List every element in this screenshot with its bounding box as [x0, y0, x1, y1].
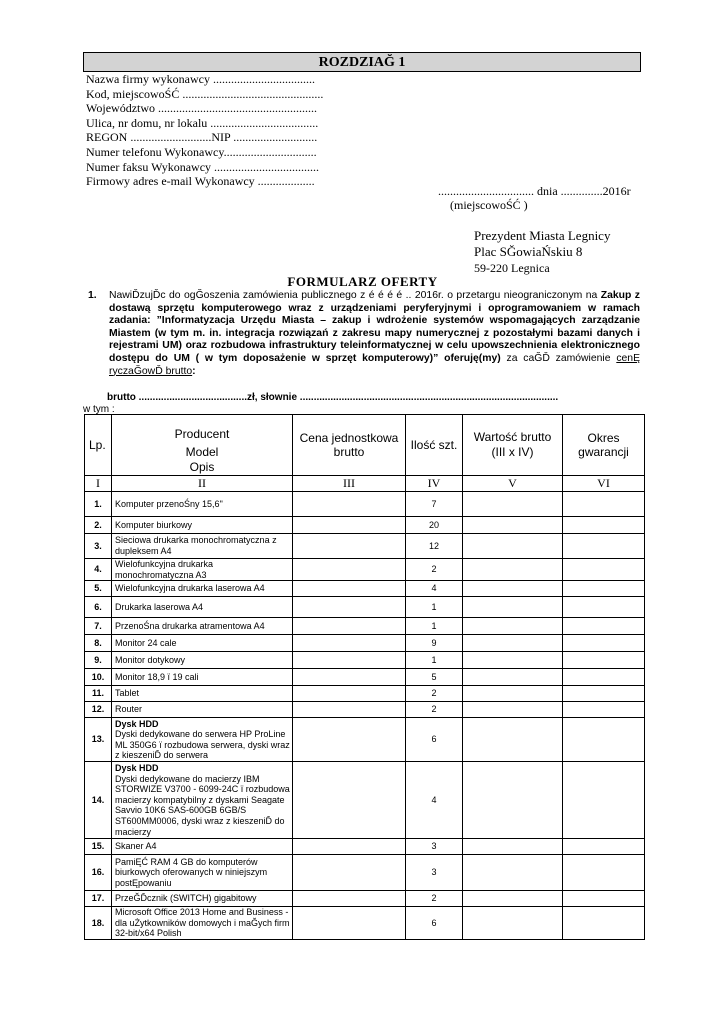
row-lp: 9.	[85, 652, 112, 669]
row-total-value-input[interactable]	[463, 635, 563, 652]
row-description	[112, 517, 293, 534]
row-quantity: 2	[406, 702, 463, 718]
row-unit-price-input[interactable]	[293, 839, 406, 855]
row-total-value-input[interactable]	[463, 581, 563, 597]
row-unit-price-input[interactable]	[293, 618, 406, 635]
row-total-value-input[interactable]	[463, 559, 563, 581]
table-row	[85, 559, 645, 581]
header-okres: Okres gwarancji	[563, 415, 645, 476]
row-quantity: 2	[406, 686, 463, 702]
row-quantity: 2	[406, 891, 463, 907]
row-warranty-input[interactable]	[563, 839, 645, 855]
row-total-value-input[interactable]	[463, 907, 563, 940]
row-unit-price-input[interactable]	[293, 669, 406, 686]
header-wartosc-label: Wartość brutto	[473, 430, 552, 444]
row-warranty-input[interactable]	[563, 597, 645, 618]
row-item-text: Tablet	[115, 688, 140, 699]
row-unit-price-input[interactable]	[293, 762, 406, 839]
row-total-value-input[interactable]	[463, 839, 563, 855]
table-row	[85, 702, 645, 718]
row-lp: 1.	[85, 492, 112, 517]
row-unit-price-input[interactable]	[293, 702, 406, 718]
paragraph-colon: :	[192, 365, 196, 377]
row-warranty-input[interactable]	[563, 718, 645, 762]
row-item-text: Monitor 18,9 ï 19 cali	[115, 671, 199, 682]
row-description	[112, 702, 293, 718]
voivodeship-field: Województwo .....................................................	[86, 101, 318, 116]
fax-field: Numer faksu Wykonawcy ...................................	[86, 159, 320, 174]
row-warranty-input[interactable]	[563, 907, 645, 940]
header-ilosc: Ilość szt.	[406, 415, 463, 476]
row-lp: 7.	[85, 618, 112, 635]
row-lp: 4.	[85, 559, 112, 581]
paragraph-price-type: cenĘ ryczaĞowĎ brutto	[109, 352, 640, 377]
row-quantity: 9	[406, 635, 463, 652]
header-producent-label: Producent	[174, 427, 230, 441]
roman-cell: V	[463, 476, 563, 492]
row-quantity: 3	[406, 839, 463, 855]
paragraph-bold: Zakup z dostawą sprzętu komputerowego wraz z urządzeniami peryferyjnymi i oprogramowaniem w ramach zadania: ”Informatyzacja Urzędu Miasta – zakup i wdrożenie systemów wspomagających zarządzanie Miastem (w tym m. in. integracja rozwiązań z zakresu mapy numerycznej z pozostałymi bazami danych i rejestrami UM) oraz rozbudowa infrastruktury teleinformatycznej w celu upowszechnienia elektronicznego dostępu do UM ( w tym doposażenie w sprzęt komputerowy)” oferuję(my)	[109, 290, 641, 364]
row-warranty-input[interactable]	[563, 635, 645, 652]
place-label: (miejscowoŚĆ )	[450, 198, 528, 212]
phone-field: Numer telefonu Wykonawcy...............................	[86, 144, 317, 159]
row-warranty-input[interactable]	[563, 855, 645, 891]
row-unit-price-input[interactable]	[293, 492, 406, 517]
row-quantity: 1	[406, 652, 463, 669]
row-total-value-input[interactable]	[463, 702, 563, 718]
row-unit-price-input[interactable]	[293, 517, 406, 534]
recipient-line-1: Prezydent Miasta Legnicy	[474, 228, 611, 243]
roman-cell: II	[112, 476, 293, 492]
row-quantity: 1	[406, 618, 463, 635]
row-total-value-input[interactable]	[463, 597, 563, 618]
row-item-text: Drukarka laserowa A4	[115, 601, 204, 612]
table-body	[85, 492, 645, 940]
row-quantity: 6	[406, 907, 463, 940]
roman-cell: VI	[563, 476, 645, 492]
row-lp: 16.	[85, 855, 112, 891]
recipient-line-3: 59-220 Legnica	[474, 261, 550, 275]
row-total-value-input[interactable]	[463, 492, 563, 517]
row-item-text: Monitor 24 cale	[115, 637, 177, 648]
row-lp: 2.	[85, 517, 112, 534]
paragraph-number: 1.	[88, 290, 97, 301]
email-field: Firmowy adres e-mail Wykonawcy ...................	[86, 174, 315, 189]
row-warranty-input[interactable]	[563, 891, 645, 907]
row-unit-price-input[interactable]	[293, 718, 406, 762]
row-item-title: Dysk HDD	[115, 718, 159, 729]
header-wartosc-sub: (III x IV)	[491, 445, 534, 459]
row-item-text: Skaner A4	[115, 841, 157, 852]
row-warranty-input[interactable]	[563, 669, 645, 686]
row-item-text: Router	[115, 704, 143, 715]
row-description	[112, 855, 293, 891]
row-item-text: Monitor dotykowy	[115, 654, 186, 665]
row-item-text: Komputer przenoŚny 15,6"	[115, 498, 223, 509]
table-header-row	[85, 415, 645, 476]
roman-cell: IV	[406, 476, 463, 492]
street-field: Ulica, nr domu, nr lokalu ....................................	[86, 115, 319, 130]
company-name-field: Nazwa firmy wykonawcy ..................................	[86, 72, 315, 86]
row-quantity: 6	[406, 718, 463, 762]
row-warranty-input[interactable]	[563, 517, 645, 534]
row-unit-price-input[interactable]	[293, 686, 406, 702]
w-tym-label: w tym :	[83, 404, 115, 415]
row-lp: 8.	[85, 635, 112, 652]
row-unit-price-input[interactable]	[293, 855, 406, 891]
recipient-address	[474, 228, 610, 276]
header-cena: Cena jednostkowa brutto	[293, 415, 406, 476]
row-item-text: PrzenoŚna drukarka atramentowa A4	[115, 620, 265, 631]
row-quantity: 7	[406, 492, 463, 517]
company-fields	[86, 72, 323, 189]
row-item-text: PamiĘĆ RAM 4 GB do komputerów biurkowych oferowanych w niniejszym postĘpowaniu	[115, 856, 268, 888]
header-wartosc	[463, 415, 563, 476]
row-item-text: PrzeĞĎcznik (SWITCH) gigabitowy	[115, 893, 257, 904]
header-lp: Lp.	[85, 415, 112, 476]
row-description	[112, 581, 293, 597]
row-total-value-input[interactable]	[463, 686, 563, 702]
row-warranty-input[interactable]	[563, 652, 645, 669]
row-description	[112, 891, 293, 907]
table-row	[85, 534, 645, 559]
row-warranty-input[interactable]	[563, 762, 645, 839]
row-description	[112, 907, 293, 940]
row-warranty-input[interactable]	[563, 702, 645, 718]
row-item-text: Microsoft Office 2013 Home and Business - dla uŻytkowników domowych i maĞych firm 32-bit/x64 Polish	[115, 907, 290, 939]
date-line: ................................ dnia ..............2016r	[438, 184, 631, 198]
header-model-label: Model	[185, 445, 219, 459]
row-quantity: 5	[406, 669, 463, 686]
row-lp: 14.	[85, 762, 112, 839]
table-row	[85, 718, 645, 762]
table-row	[85, 635, 645, 652]
row-total-value-input[interactable]	[463, 652, 563, 669]
row-unit-price-input[interactable]	[293, 891, 406, 907]
table-row	[85, 618, 645, 635]
row-quantity: 12	[406, 534, 463, 559]
row-item-text: Komputer biurkowy	[115, 519, 193, 530]
row-warranty-input[interactable]	[563, 559, 645, 581]
row-description	[112, 618, 293, 635]
row-description	[112, 635, 293, 652]
row-quantity: 3	[406, 855, 463, 891]
row-description	[112, 597, 293, 618]
table-row	[85, 762, 645, 839]
row-lp: 6.	[85, 597, 112, 618]
row-unit-price-input[interactable]	[293, 907, 406, 940]
row-quantity: 20	[406, 517, 463, 534]
row-description	[112, 534, 293, 559]
row-warranty-input[interactable]	[563, 686, 645, 702]
paragraph-intro: NawiĎzujĎc do ogĞoszenia zamówienia publicznego z é é é é .. 2016r. o przetargu nieograniczonym na	[109, 290, 598, 301]
row-description	[112, 686, 293, 702]
row-total-value-input[interactable]	[463, 762, 563, 839]
row-quantity: 2	[406, 559, 463, 581]
table-row	[85, 839, 645, 855]
row-warranty-input[interactable]	[563, 492, 645, 517]
table-row	[85, 581, 645, 597]
header-opis-label: Opis	[189, 460, 215, 474]
chapter-title: ROZDZIAĞ 1	[83, 52, 641, 72]
row-warranty-input[interactable]	[563, 618, 645, 635]
row-total-value-input[interactable]	[463, 855, 563, 891]
form-title: FORMULARZ OFERTY	[287, 274, 438, 289]
row-lp: 3.	[85, 534, 112, 559]
row-unit-price-input[interactable]	[293, 534, 406, 559]
row-item-text: Wielofunkcyjna drukarka monochromatyczna A3	[115, 559, 214, 580]
row-lp: 18.	[85, 907, 112, 940]
row-unit-price-input[interactable]	[293, 559, 406, 581]
header-producent	[112, 415, 293, 476]
row-unit-price-input[interactable]	[293, 581, 406, 597]
row-total-value-input[interactable]	[463, 534, 563, 559]
table-row	[85, 597, 645, 618]
row-lp: 10.	[85, 669, 112, 686]
table-row	[85, 891, 645, 907]
row-item-text: Wielofunkcyjna drukarka laserowa A4	[115, 583, 265, 594]
row-description	[112, 669, 293, 686]
row-warranty-input[interactable]	[563, 534, 645, 559]
table-row	[85, 517, 645, 534]
offer-paragraph	[88, 290, 640, 378]
table-roman-row	[85, 476, 645, 492]
row-quantity: 4	[406, 581, 463, 597]
roman-cell: I	[85, 476, 112, 492]
row-description	[112, 559, 293, 581]
row-description	[112, 762, 293, 839]
table-row	[85, 855, 645, 891]
row-total-value-input[interactable]	[463, 669, 563, 686]
roman-cell: III	[293, 476, 406, 492]
row-total-value-input[interactable]	[463, 618, 563, 635]
row-quantity: 1	[406, 597, 463, 618]
row-description	[112, 718, 293, 762]
paragraph-end: za caĞĎ zamówienie	[500, 352, 617, 364]
row-description	[112, 492, 293, 517]
row-lp: 12.	[85, 702, 112, 718]
row-lp: 15.	[85, 839, 112, 855]
row-warranty-input[interactable]	[563, 581, 645, 597]
row-unit-price-input[interactable]	[293, 652, 406, 669]
table-row	[85, 492, 645, 517]
offer-table	[84, 414, 645, 940]
regon-nip-field: REGON ...........................NIP ............................	[86, 130, 318, 145]
row-lp: 13.	[85, 718, 112, 762]
recipient-line-2: Plac SĞowiaŃskiu 8	[474, 244, 583, 259]
row-total-value-input[interactable]	[463, 718, 563, 762]
row-description	[112, 839, 293, 855]
row-item-text: Dyski dedykowane do macierzy IBM STORWIZE V3700 - 6099-24C ï rozbudowa macierzy kompatybilny z dyskami Seagate Savvio 10K6 SAS-600GB 6GB/S ST600MM0006, dyski wraz z kieszeniĎ do macierzy	[115, 773, 290, 837]
row-quantity: 4	[406, 762, 463, 839]
postal-city-field: Kod, miejscowoŚĆ ...............................................	[86, 86, 324, 101]
table-row	[85, 907, 645, 940]
row-unit-price-input[interactable]	[293, 635, 406, 652]
brutto-line: brutto .......................................zł, słownie .............................................................................................	[107, 392, 559, 403]
row-lp: 5.	[85, 581, 112, 597]
row-description	[112, 652, 293, 669]
row-unit-price-input[interactable]	[293, 597, 406, 618]
row-item-text: Dyski dedykowane do serwera HP ProLine ML 350G6 ï rozbudowa serwera, dyski wraz z kieszeniĎ do serwera	[115, 729, 290, 761]
row-total-value-input[interactable]	[463, 517, 563, 534]
table-row	[85, 652, 645, 669]
row-lp: 17.	[85, 891, 112, 907]
table-row	[85, 669, 645, 686]
row-item-title: Dysk HDD	[115, 763, 159, 774]
row-lp: 11.	[85, 686, 112, 702]
row-item-text: Sieciowa drukarka monochromatyczna z dupleksem A4	[115, 535, 277, 556]
row-total-value-input[interactable]	[463, 891, 563, 907]
table-row	[85, 686, 645, 702]
